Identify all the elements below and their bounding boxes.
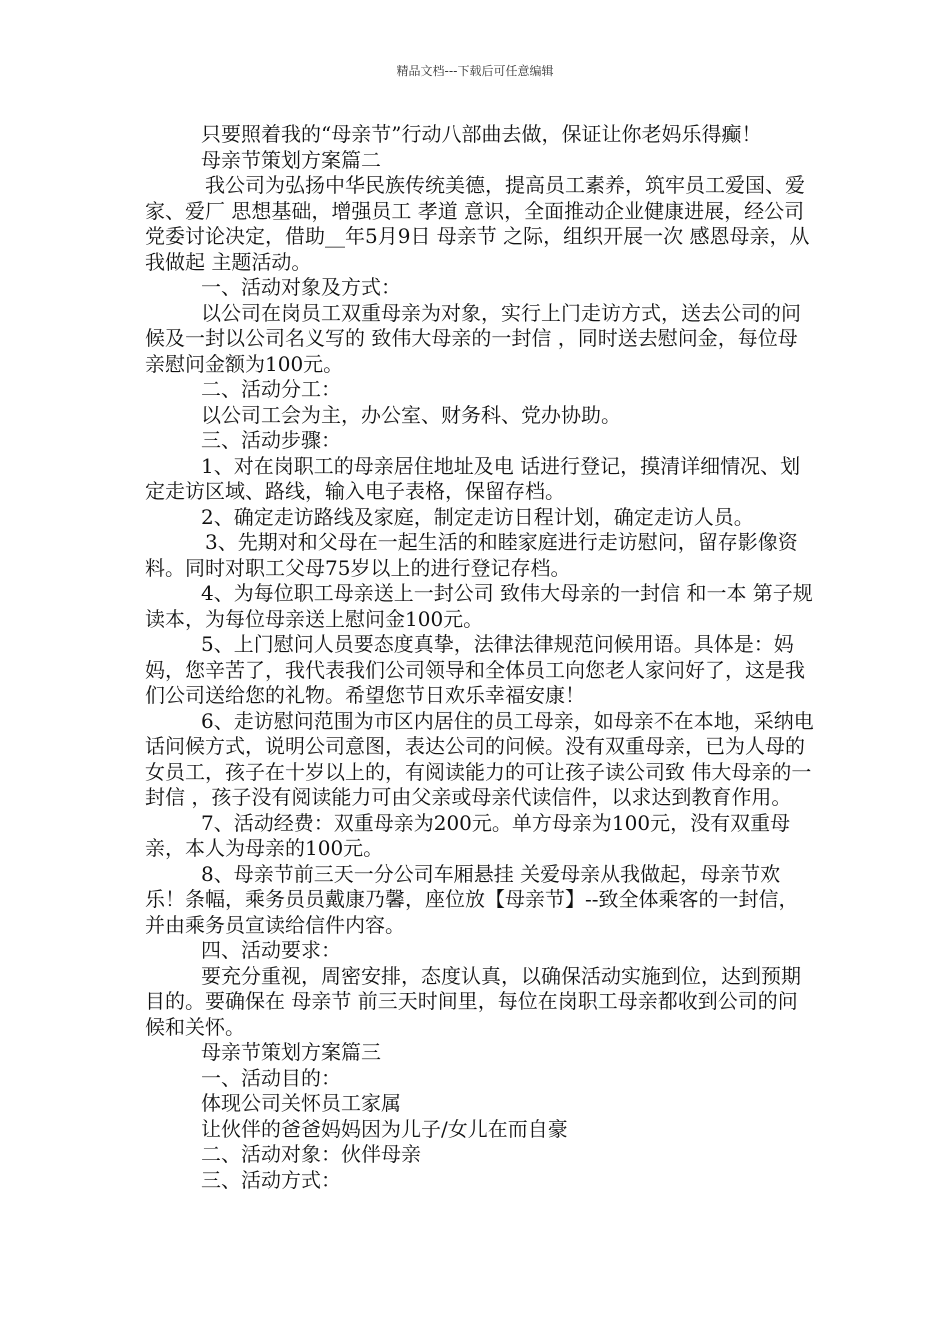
paragraph: 母亲节策划方案篇二 bbox=[201, 147, 381, 172]
paragraph: 只要照着我的“母亲节”行动八部曲去做，保证让你老妈乐得癫！ bbox=[201, 122, 762, 146]
paragraph: 1、对在岗职工的母亲居住地址及电 话进行登记，摸清详细情况、划定走访区域、路线，输入电子表格，保留存档。 bbox=[145, 453, 801, 503]
paragraph: 三、活动方式： bbox=[201, 1167, 341, 1192]
paragraph: 四、活动要求： bbox=[201, 938, 341, 962]
paragraph: 2、确定走访路线及家庭，制定走访日程计划，确定走访人员。 bbox=[201, 504, 754, 529]
document-body bbox=[145, 122, 815, 1193]
paragraph: 以公司在岗员工双重母亲为对象，实行上门走访方式，送去公司的问候及一封以公司名义写的 致伟大母亲的一封信 ，同时送去慰问金，每位母亲慰问金额为100元。 bbox=[145, 300, 801, 376]
paragraph: 二、活动对象：伙伴母亲 bbox=[201, 1142, 421, 1166]
paragraph: 体现公司关怀员工家属 bbox=[201, 1091, 401, 1115]
paragraph: 6、走访慰问范围为市区内居住的员工母亲，如母亲不在本地，采纳电 话问候方式，说明公司意图，表达公司的问候。没有双重母亲，已为人母的女员工，孩子在十岁以上的，有阅读能力的可让孩子读公司致 伟大母亲的一封信 ，孩子没有阅读能力可由父亲或母亲代读信件，以求达到教育作用。 bbox=[145, 708, 814, 809]
paragraph: 要充分重视，周密安排，态度认真，以确保活动实施到位，达到预期目的。要确保在 母亲节 前三天时间里，每位在岗职工母亲都收到公司的问候和关怀。 bbox=[145, 963, 801, 1039]
paragraph: 7、活动经费：双重母亲为200元。单方母亲为100元，没有双重母亲，本人为母亲的100元。 bbox=[145, 810, 791, 860]
paragraph: 4、为每位职工母亲送上一封公司 致伟大母亲的一封信 和一本 第子规 读本，为每位母亲送上慰问金100元。 bbox=[145, 581, 813, 631]
paragraph: 3、先期对和父母在一起生活的和睦家庭进行走访慰问，留存影像资料。同时对职工父母75岁以上的进行登记存档。 bbox=[145, 530, 798, 580]
paragraph: 5、上门慰问人员要态度真挚，法律法律规范问候用语。具体是：妈妈，您辛苦了，我代表我们公司领导和全体员工向您老人家问好了，这是我们公司送给您的礼物。希望您节日欢乐幸福安康！ bbox=[145, 632, 805, 707]
paragraph: 以公司工会为主，办公室、财务科、党办协助。 bbox=[201, 402, 621, 427]
page-header: 精品文档---下载后可任意编辑 bbox=[396, 64, 554, 78]
paragraph: 8、母亲节前三天一分公司车厢悬挂 关爱母亲从我做起，母亲节欢乐！条幅，乘务员员戴康乃馨，座位放【母亲节】--致全体乘客的一封信，并由乘务员宣读给信件内容。 bbox=[145, 861, 799, 937]
paragraph: 二、活动分工： bbox=[201, 377, 341, 401]
paragraph: 一、活动目的： bbox=[201, 1065, 341, 1090]
paragraph: 一、活动对象及方式： bbox=[201, 275, 401, 299]
paragraph: 让伙伴的爸爸妈妈因为儿子/女儿在而自豪 bbox=[201, 1116, 568, 1141]
paragraph: 我公司为弘扬中华民族传统美德，提高员工素养，筑牢员工爱国、爱家、爱厂 思想基础，增强员工 孝道 意识，全面推动企业健康进展，经公司党委讨论决定，借助__年5月9日 母亲节 之际，组织开展一次 感恩母亲，从我做起 主题活动。 bbox=[145, 173, 810, 274]
paragraph: 三、活动步骤： bbox=[201, 428, 341, 452]
paragraph: 母亲节策划方案篇三 bbox=[201, 1040, 381, 1064]
